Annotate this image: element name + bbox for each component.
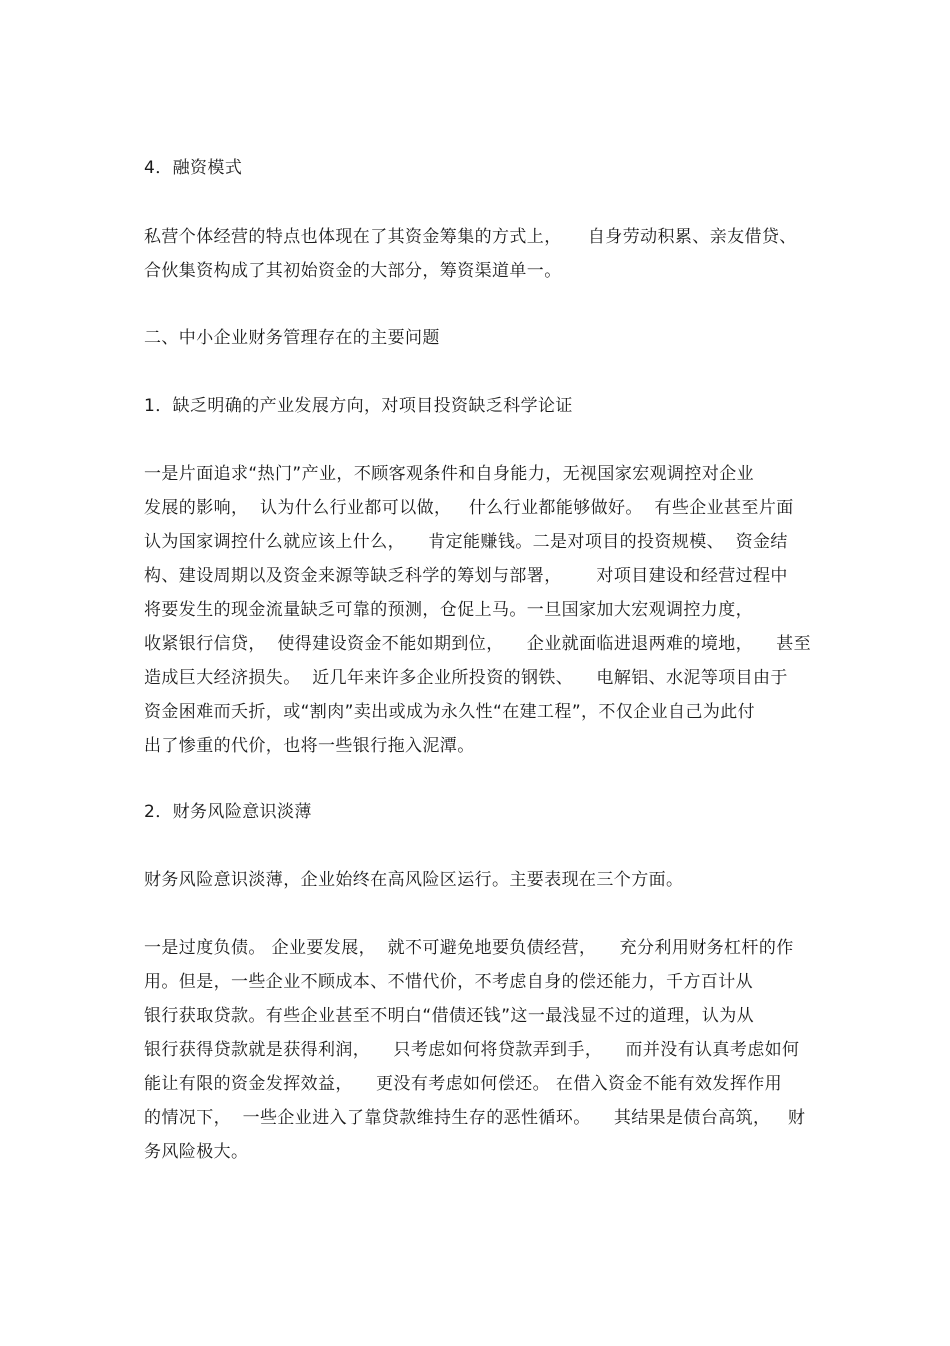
paragraph-line: 造成巨大经济损失。 近几年来许多企业所投资的钢铁、 电解铝、水泥等项目由于	[144, 668, 788, 688]
section-heading: 1．缺乏明确的产业发展方向，对项目投资缺乏科学论证	[144, 396, 573, 416]
paragraph-line: 发展的影响， 认为什么行业都可以做， 什么行业都能够做好。 有些企业甚至片面	[144, 498, 794, 518]
paragraph-line: 出了惨重的代价，也将一些银行拖入泥潭。	[144, 736, 475, 756]
paragraph-line: 认为国家调控什么就应该上什么， 肯定能赚钱。二是对项目的投资规模、 资金结	[144, 532, 788, 552]
paragraph-line: 合伙集资构成了其初始资金的大部分，筹资渠道单一。	[144, 261, 562, 281]
paragraph-line: 一是过度负债。 企业要发展， 就不可避免地要负债经营， 充分利用财务杠杆的作	[144, 938, 794, 958]
paragraph-line: 资金困难而夭折，或“割肉”卖出或成为永久性“在建工程”，不仅企业自己为此付	[144, 702, 756, 722]
section-heading: 2．财务风险意识淡薄	[144, 802, 312, 822]
section-heading: 4．融资模式	[144, 158, 243, 178]
paragraph-line: 银行获取贷款。有些企业甚至不明白“借债还钱”这一最浅显不过的道理，认为从	[144, 1006, 755, 1026]
section-heading: 二、中小企业财务管理存在的主要问题	[144, 328, 440, 348]
paragraph-line: 收紧银行信贷， 使得建设资金不能如期到位， 企业就面临进退两难的境地， 甚至	[144, 634, 812, 654]
paragraph-line: 用。但是，一些企业不顾成本、不惜代价，不考虑自身的偿还能力，千方百计从	[144, 972, 753, 992]
paragraph-line: 一是片面追求“热门”产业，不顾客观条件和自身能力，无视国家宏观调控对企业	[144, 464, 755, 484]
paragraph-line: 能让有限的资金发挥效益， 更没有考虑如何偿还。 在借入资金不能有效发挥作用	[144, 1074, 783, 1094]
paragraph-line: 务风险极大。	[144, 1142, 249, 1162]
paragraph-line: 银行获得贷款就是获得利润， 只考虑如何将贷款弄到手， 而并没有认真考虑如何	[144, 1040, 800, 1060]
paragraph-line: 的情况下， 一些企业进入了靠贷款维持生存的恶性循环。 其结果是债台高筑， 财	[144, 1108, 806, 1128]
paragraph-line: 将要发生的现金流量缺乏可靠的预测，仓促上马。一旦国家加大宏观调控力度，	[144, 600, 753, 620]
paragraph-line: 财务风险意识淡薄，企业始终在高风险区运行。主要表现在三个方面。	[144, 870, 684, 890]
paragraph-line: 构、建设周期以及资金来源等缺乏科学的筹划与部署， 对项目建设和经营过程中	[144, 566, 788, 586]
paragraph-line: 私营个体经营的特点也体现在了其资金筹集的方式上， 自身劳动积累、亲友借贷、	[144, 227, 797, 247]
